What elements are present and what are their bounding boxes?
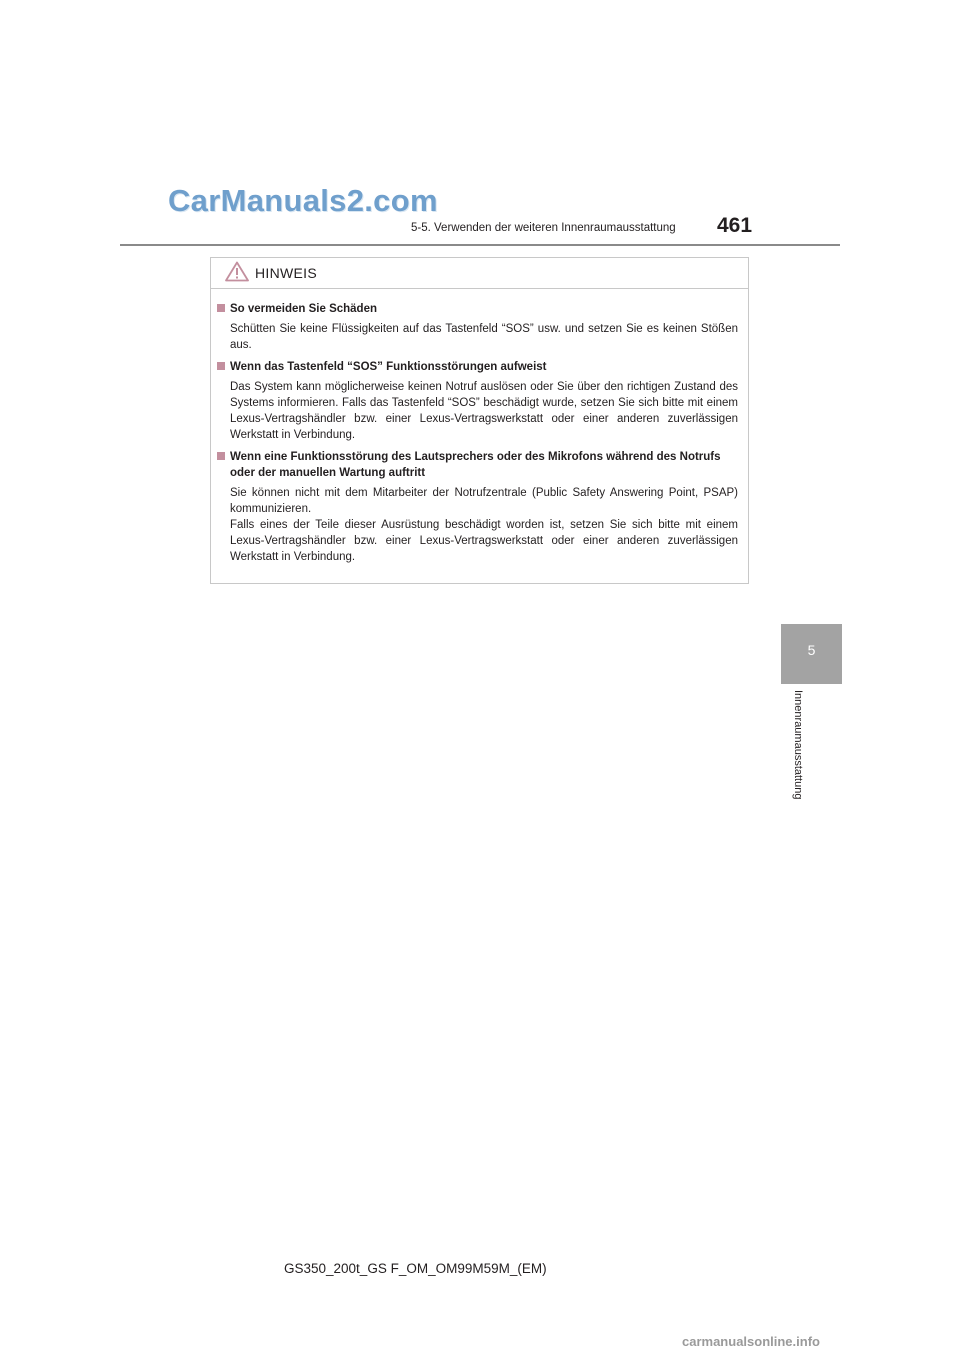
notice-item-heading-text: Wenn das Tastenfeld “SOS” Funktionsstörungen aufweist <box>230 361 547 373</box>
notice-body <box>211 301 750 571</box>
notice-item-paragraph: Schütten Sie keine Flüssigkeiten auf das Tastenfeld “SOS” usw. und setzen Sie es keinen Stößen aus. <box>230 323 738 351</box>
square-bullet-icon <box>217 452 225 460</box>
notice-item-paragraph: Das System kann möglicherweise keinen Notruf auslösen oder Sie über den richtigen Zustand des Systems informieren. Falls das Tastenfeld “SOS” beschädigt wurde, setzen Sie sich bitte mit einem Lexus-Vertragshändler bzw. einer Lexus-Vertragswerkstatt oder einer anderen zuverlässigen Werkstatt in Verbindung. <box>230 381 738 441</box>
chapter-label: Innenraumausstattung <box>792 690 804 800</box>
warning-triangle-icon <box>225 261 249 282</box>
notice-item <box>211 449 750 565</box>
document-code: GS350_200t_GS F_OM_OM99M59M_(EM) <box>284 1261 547 1276</box>
notice-item-heading <box>211 449 750 481</box>
section-title: 5-5. Verwenden der weiteren Innenraumausstattung <box>411 222 676 234</box>
header-divider <box>120 244 840 246</box>
notice-item-paragraph: Falls eines der Teile dieser Ausrüstung beschädigt worden ist, setzen Sie sich bitte mit einem Lexus-Vertragshändler bzw. einer Lexus-Vertragswerkstatt oder einer anderen zuverlässigen Werkstatt in Verbindung. <box>230 519 738 563</box>
chapter-number: 5 <box>807 642 816 658</box>
page-number: 461 <box>717 214 753 237</box>
notice-item-heading <box>211 301 750 317</box>
notice-header <box>211 258 748 289</box>
watermark-url-bottom: carmanualsonline.info <box>682 1334 820 1349</box>
notice-item-heading <box>211 359 750 375</box>
watermark-logo-top: CarManuals2.com <box>168 183 438 218</box>
notice-box <box>210 257 749 584</box>
notice-item <box>211 359 750 443</box>
notice-item-heading-text: So vermeiden Sie Schäden <box>230 303 378 315</box>
square-bullet-icon <box>217 362 225 370</box>
square-bullet-icon <box>217 304 225 312</box>
notice-item <box>211 301 750 353</box>
notice-title: HINWEIS <box>255 265 317 281</box>
notice-item-paragraph: Sie können nicht mit dem Mitarbeiter der Notrufzentrale (Public Safety Answering Point, PSAP) kommunizieren. <box>230 487 738 515</box>
chapter-tab <box>781 624 842 684</box>
notice-item-heading-text: Wenn eine Funktionsstörung des Lautsprechers oder des Mikrofons während des Notrufs oder der manuellen Wartung auftritt <box>230 451 721 479</box>
